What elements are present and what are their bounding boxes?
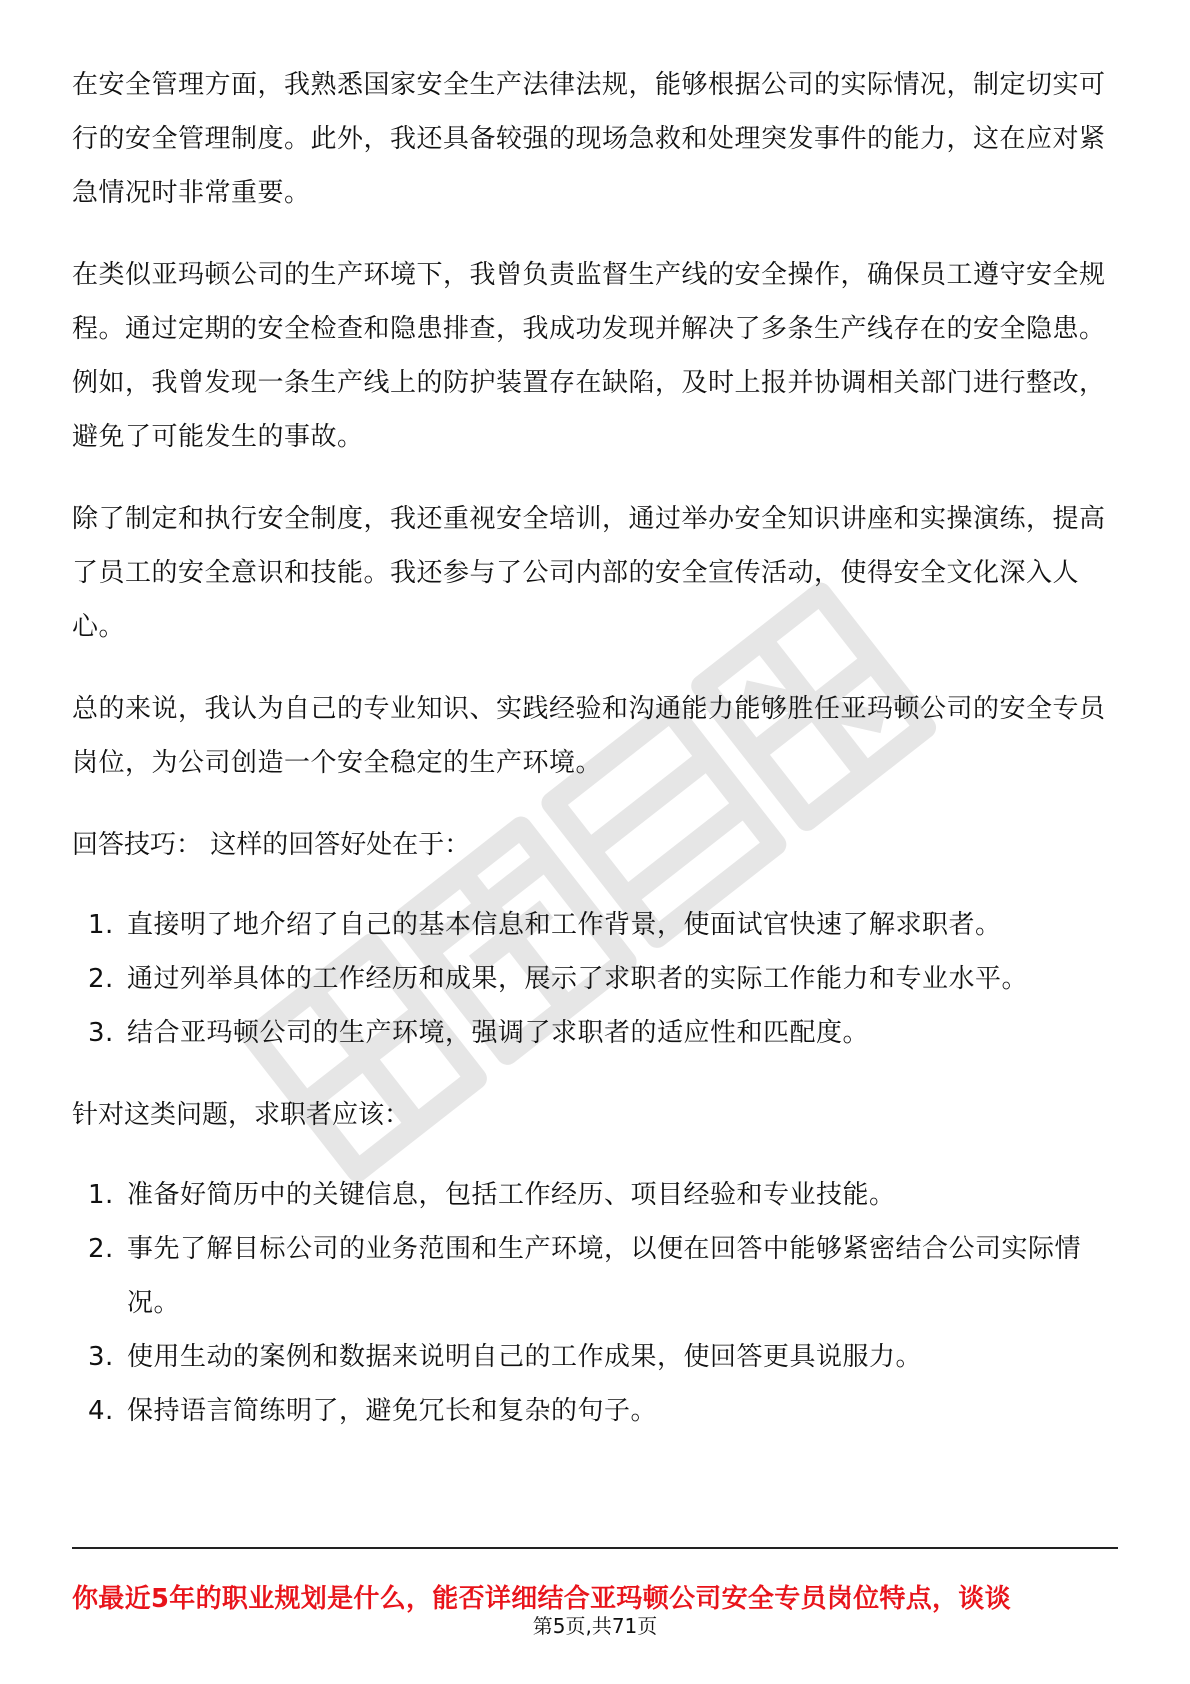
paragraph-safety-training: 除了制定和执行安全制度，我还重视安全培训，通过举办安全知识讲座和实操演练，提高了员工的安全意识和技能。我还参与了公司内部的安全宣传活动，使得安全文化深入人心。 [72,504,1106,642]
tips-list [72,898,1118,1060]
list-text: 准备好简历中的关键信息，包括工作经历、项目经验和专业技能。 [127,1180,896,1210]
next-question-heading: 你最近5年的职业规划是什么，能否详细结合亚玛顿公司安全专员岗位特点，谈谈 [72,1584,1011,1614]
list-number: 3. [88,1018,114,1048]
list-text: 保持语言简练明了，避免冗长和复杂的句子。 [127,1396,658,1426]
list-number: 1. [88,910,114,940]
list-text: 使用生动的案例和数据来说明自己的工作成果，使回答更具说服力。 [127,1342,923,1372]
list-item [72,898,1118,952]
list-text: 直接明了地介绍了自己的基本信息和工作背景，使面试官快速了解求职者。 [127,910,1002,940]
list-number: 4. [88,1396,114,1426]
main-content [72,58,1118,1466]
list-number: 3. [88,1342,114,1372]
paragraph-safety-management: 在安全管理方面，我熟悉国家安全生产法律法规，能够根据公司的实际情况，制定切实可行的安全管理制度。此外，我还具备较强的现场急救和处理突发事件的能力，这在应对紧急情况时非常重要。 [72,70,1106,208]
list-number: 1. [88,1180,114,1210]
advice-list [72,1168,1118,1438]
section-divider [72,1547,1118,1549]
list-number: 2. [88,964,114,994]
list-item [72,1384,1118,1438]
paragraph-summary: 总的来说，我认为自己的专业知识、实践经验和沟通能力能够胜任亚玛顿公司的安全专员岗位，为公司创造一个安全稳定的生产环境。 [72,694,1106,778]
list-number: 2. [88,1234,114,1264]
page-number: 第5页,共71页 [532,1614,658,1638]
list-item [72,952,1118,1006]
list-text: 通过列举具体的工作经历和成果，展示了求职者的实际工作能力和专业水平。 [127,964,1029,994]
list-text: 结合亚玛顿公司的生产环境，强调了求职者的适应性和匹配度。 [127,1018,870,1048]
paragraph-production-experience: 在类似亚玛顿公司的生产环境下，我曾负责监督生产线的安全操作，确保员工遵守安全规程。通过定期的安全检查和隐患排查，我成功发现并解决了多条生产线存在的安全隐患。例如，我曾发现一条生产线上的防护装置存在缺陷，及时上报并协调相关部门进行整改，避免了可能发生的事故。 [72,260,1106,452]
list-item [72,1006,1118,1060]
list-text: 事先了解目标公司的业务范围和生产环境，以便在回答中能够紧密结合公司实际情况。 [127,1234,1082,1318]
advice-heading: 针对这类问题，求职者应该： [72,1100,411,1130]
list-item [72,1222,1118,1330]
tips-heading: 回答技巧： 这样的回答好处在于： [72,830,471,860]
list-item [72,1168,1118,1222]
list-item [72,1330,1118,1384]
